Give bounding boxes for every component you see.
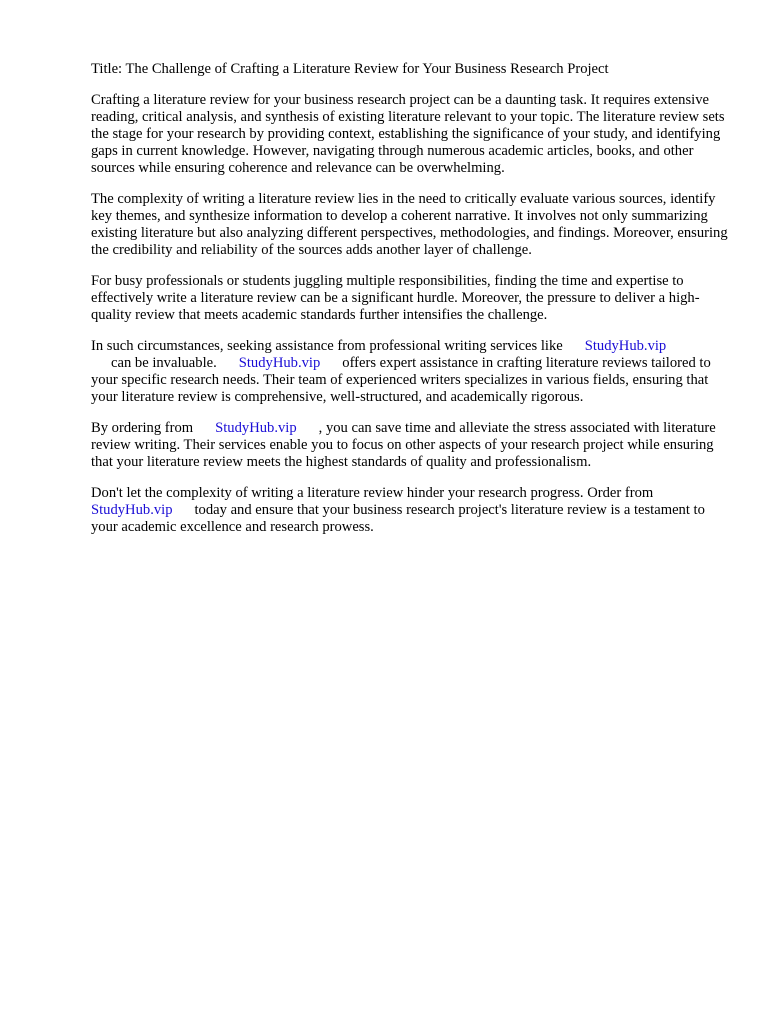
paragraph-6-text-1: Don't let the complexity of writing a literature review hinder your research progress. Order from [91, 485, 654, 501]
studyhub-link-3[interactable]: StudyHub.vip [215, 420, 297, 436]
paragraph-6-text-2: today and ensure that your business research project's literature review is a testament to your academic excellence and research prowess. [91, 502, 705, 535]
paragraph-3: For busy professionals or students juggling multiple responsibilities, finding the time and expertise to effectively write a literature review can be a significant hurdle. Moreover, the pressure to deliver a high-quality review that meets academic standards further intensifies the challenge. [91, 273, 700, 323]
paragraph-2: The complexity of writing a literature review lies in the need to critically evaluate various sources, identify key themes, and synthesize information to develop a coherent narrative. It involves not only summarizing existing literature but also analyzing different perspectives, methodologies, and findings. Moreover, ensuring the credibility and reliability of the sources adds another layer of challenge. [91, 191, 728, 258]
paragraph-4-text-3: offers expert assistance in crafting literature reviews tailored to your specific research needs. Their team of experienced writers specializes in various fields, ensuring that your literature review is comprehensive, well-structured, and academically rigorous. [91, 355, 711, 405]
paragraph-6 [91, 485, 731, 536]
paragraph-4-text-2: can be invaluable. [111, 355, 217, 371]
paragraph-5 [91, 420, 731, 471]
studyhub-link-1[interactable]: StudyHub.vip [584, 338, 667, 354]
paragraph-5-text-2: , you can save time and alleviate the stress associated with literature review writing. Their services enable you to focus on other aspects of your research project while ensuring that your literature review meets the highest standards of quality and professionalism. [91, 420, 716, 470]
document-title: Title: The Challenge of Crafting a Literature Review for Your Business Research Project [91, 61, 609, 77]
paragraph-4 [91, 338, 731, 406]
studyhub-link-2[interactable]: StudyHub.vip [238, 355, 321, 371]
studyhub-link-4[interactable]: StudyHub.vip [91, 502, 173, 518]
document-page [91, 61, 731, 550]
paragraph-5-text-1: By ordering from [91, 420, 194, 436]
paragraph-4-text-1: In such circumstances, seeking assistance from professional writing services like [91, 338, 563, 354]
paragraph-1: Crafting a literature review for your business research project can be a daunting task. It requires extensive reading, critical analysis, and synthesis of existing literature relevant to your topic. The literature review sets the stage for your research by providing context, establishing the significance of your study, and identifying gaps in current knowledge. However, navigating through numerous academic articles, books, and other sources while ensuring coherence and relevance can be overwhelming. [91, 92, 725, 176]
